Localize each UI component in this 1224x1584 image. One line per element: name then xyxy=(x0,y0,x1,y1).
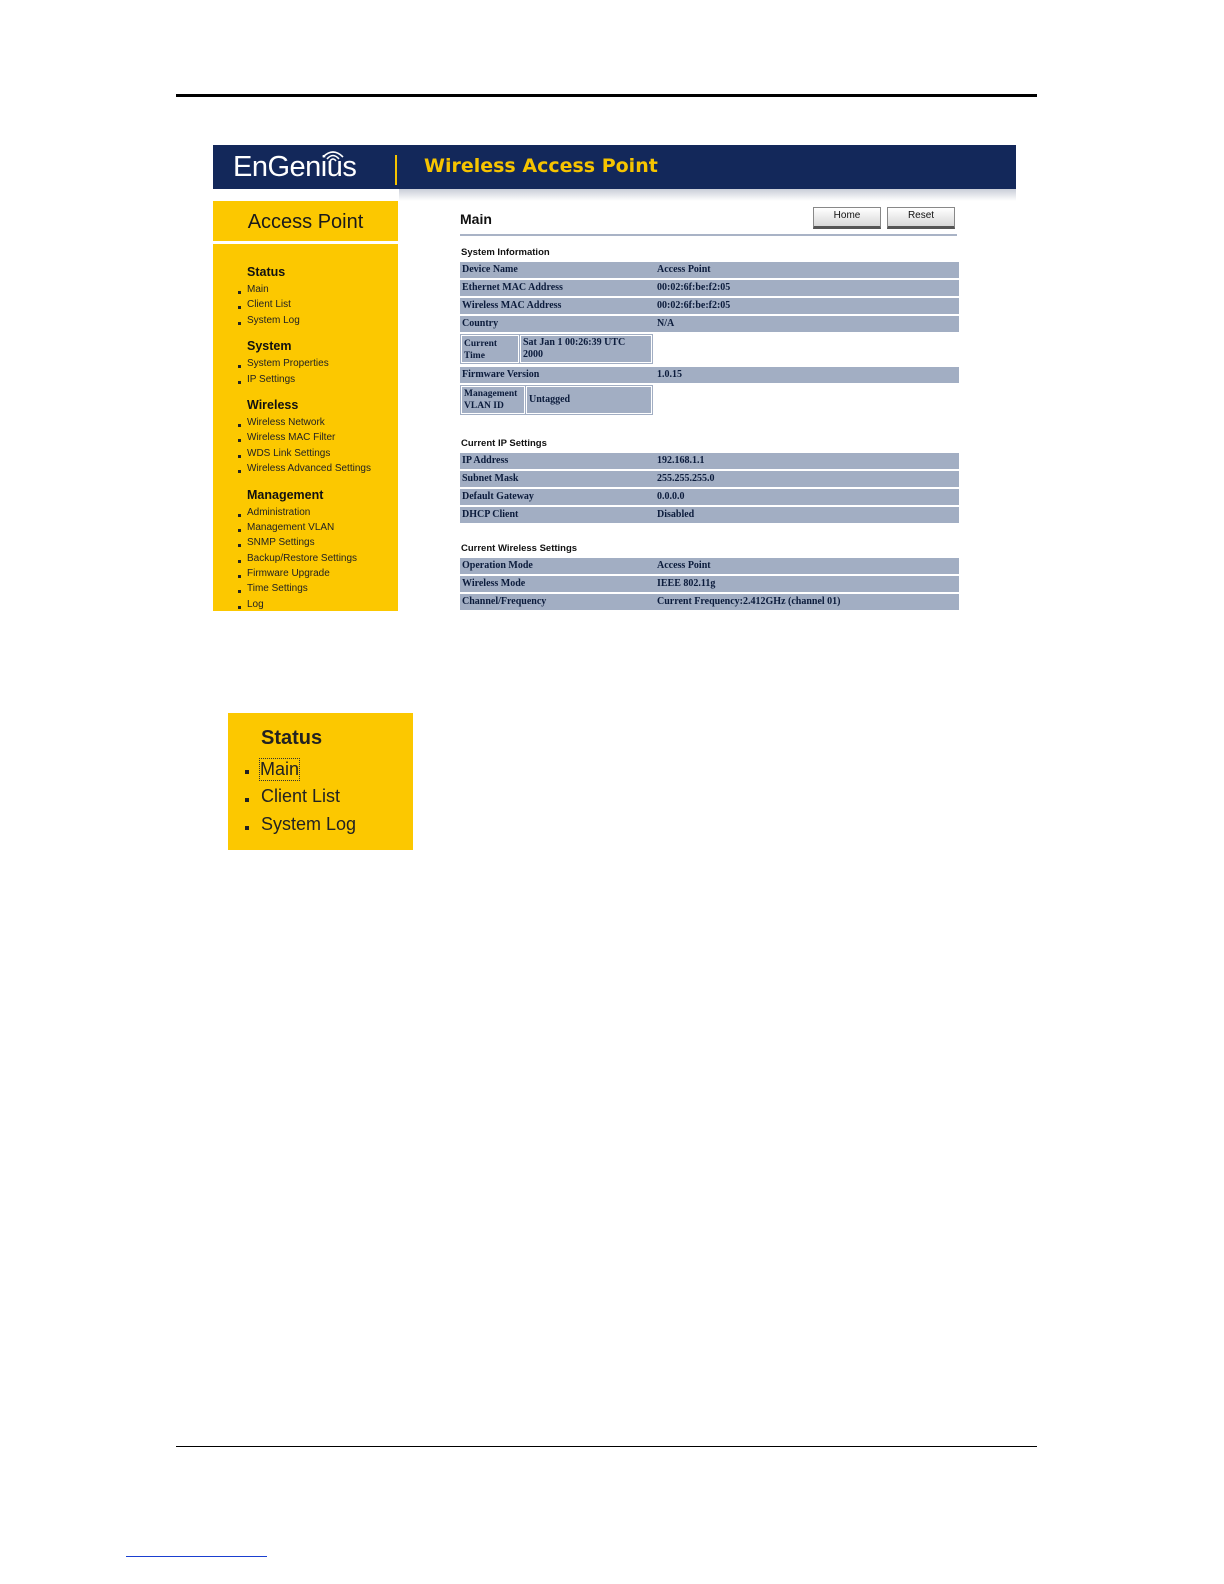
table-row xyxy=(460,262,957,278)
subnet-mask-value: 255.255.255.0 xyxy=(655,471,959,487)
menu-item-snmp-settings[interactable]: SNMP Settings xyxy=(237,537,371,552)
menu-item-system-log[interactable]: System Log xyxy=(237,315,371,330)
firmware-version-value: 1.0.15 xyxy=(655,367,959,383)
sidebar xyxy=(213,201,398,611)
menu-item-wireless-network[interactable]: Wireless Network xyxy=(237,417,371,432)
header-divider xyxy=(395,155,397,185)
table-row xyxy=(460,507,957,523)
operation-mode-label: Operation Mode xyxy=(460,558,655,574)
engenius-logo: EnGenius xyxy=(233,151,357,183)
management-vlan-box xyxy=(460,385,653,415)
wifi-icon xyxy=(319,147,347,163)
ip-address-value: 192.168.1.1 xyxy=(655,453,959,469)
zoom-menu-item-client-list[interactable]: Client List xyxy=(261,786,341,806)
wireless-mode-label: Wireless Mode xyxy=(460,576,655,592)
app-header xyxy=(213,145,1016,189)
menu-item-firmware-upgrade[interactable]: Firmware Upgrade xyxy=(237,568,371,583)
current-time-label-2: Time xyxy=(464,351,485,361)
header-shadow xyxy=(399,189,1016,201)
menu-heading-wireless: Wireless xyxy=(247,397,299,412)
current-time-value: Sat Jan 1 00:26:39 UTC xyxy=(523,337,626,348)
menu-group-management xyxy=(237,488,371,615)
menu-item-wireless-advanced-settings[interactable]: Wireless Advanced Settings xyxy=(237,463,371,478)
app-title: Wireless Access Point xyxy=(424,155,658,177)
bullet-icon xyxy=(245,770,249,774)
wireless-mac-label: Wireless MAC Address xyxy=(460,298,655,314)
page-footer-rule xyxy=(176,1446,1037,1447)
ip-address-label: IP Address xyxy=(460,453,655,469)
section-title-system-information: System Information xyxy=(461,247,550,258)
table-row xyxy=(460,367,957,383)
sidebar-title: Access Point xyxy=(247,211,364,233)
sidebar-title-rule xyxy=(213,241,398,244)
menu-item-backup-restore-settings[interactable]: Backup/Restore Settings xyxy=(237,553,371,568)
table-row xyxy=(460,280,957,296)
firmware-version-label: Firmware Version xyxy=(460,367,655,383)
default-gateway-value: 0.0.0.0 xyxy=(655,489,959,505)
zoom-menu-item-system-log[interactable]: System Log xyxy=(261,814,357,834)
dhcp-client-label: DHCP Client xyxy=(460,507,655,523)
management-vlan-label: Management xyxy=(464,389,518,399)
operation-mode-value: Access Point xyxy=(655,558,959,574)
section-title-wireless-settings: Current Wireless Settings xyxy=(461,543,578,554)
menu-item-log[interactable]: Log xyxy=(237,599,371,614)
menu-item-system-properties[interactable]: System Properties xyxy=(237,358,371,373)
table-row xyxy=(460,316,957,332)
menu-group-system xyxy=(237,339,371,389)
table-row xyxy=(460,298,957,314)
menu-item-wds-link-settings[interactable]: WDS Link Settings xyxy=(237,448,371,463)
device-name-value: Access Point xyxy=(655,262,959,278)
ethernet-mac-label: Ethernet MAC Address xyxy=(460,280,655,296)
ethernet-mac-value: 00:02:6f:be:f2:05 xyxy=(655,280,959,296)
menu-item-wireless-mac-filter[interactable]: Wireless MAC Filter xyxy=(237,432,371,447)
current-time-value-2: 2000 xyxy=(523,349,543,360)
current-time-label-cell xyxy=(461,335,519,363)
menu-heading-system: System xyxy=(247,339,292,354)
channel-frequency-label: Channel/Frequency xyxy=(460,594,655,610)
menu-item-management-vlan[interactable]: Management VLAN xyxy=(237,522,371,537)
engenius-web-ui-screenshot xyxy=(213,145,1016,611)
zoom-status-heading: Status xyxy=(261,727,323,749)
menu-heading-management: Management xyxy=(247,487,324,502)
menu-item-time-settings[interactable]: Time Settings xyxy=(237,583,371,598)
status-menu-zoom xyxy=(228,713,413,850)
wireless-mode-value: IEEE 802.11g xyxy=(655,576,959,592)
management-vlan-label-cell xyxy=(461,386,525,414)
bullet-icon xyxy=(245,798,249,802)
subnet-mask-label: Subnet Mask xyxy=(460,471,655,487)
table-row xyxy=(460,471,957,487)
table-row xyxy=(460,594,957,610)
table-row xyxy=(460,453,957,469)
menu-item-administration[interactable]: Administration xyxy=(237,507,371,522)
title-rule xyxy=(460,234,957,236)
page-title: Main xyxy=(460,211,492,227)
menu-heading-status: Status xyxy=(247,265,286,279)
table-row xyxy=(460,576,957,592)
table-row xyxy=(460,558,957,574)
management-vlan-value-cell xyxy=(526,386,652,414)
zoom-menu-item-main[interactable]: Main xyxy=(260,759,300,779)
bullet-icon xyxy=(245,826,249,830)
page-header-rule xyxy=(176,94,1037,97)
table-row xyxy=(460,489,957,505)
management-vlan-value: Untagged xyxy=(529,394,571,405)
menu-item-ip-settings[interactable]: IP Settings xyxy=(237,374,371,389)
default-gateway-label: Default Gateway xyxy=(460,489,655,505)
wireless-mac-value: 00:02:6f:be:f2:05 xyxy=(655,298,959,314)
home-button[interactable]: Home xyxy=(813,207,881,229)
footer-link-underline xyxy=(126,1556,267,1557)
menu-group-wireless xyxy=(237,398,371,479)
section-title-ip-settings: Current IP Settings xyxy=(461,438,547,449)
current-time-label: Current xyxy=(464,339,498,349)
reset-button[interactable]: Reset xyxy=(887,207,955,229)
menu-item-main[interactable]: Main xyxy=(237,284,371,299)
menu-item-client-list[interactable]: Client List xyxy=(237,299,371,314)
current-time-value-cell xyxy=(520,335,652,363)
sidebar-menu xyxy=(237,265,371,623)
channel-frequency-value: Current Frequency:2.412GHz (channel 01) xyxy=(655,594,959,610)
country-value: N/A xyxy=(655,316,959,332)
country-label: Country xyxy=(460,316,655,332)
device-name-label: Device Name xyxy=(460,262,655,278)
dhcp-client-value: Disabled xyxy=(655,507,959,523)
menu-group-status xyxy=(237,265,371,330)
management-vlan-label-2: VLAN ID xyxy=(464,401,504,411)
current-time-box xyxy=(460,334,653,364)
